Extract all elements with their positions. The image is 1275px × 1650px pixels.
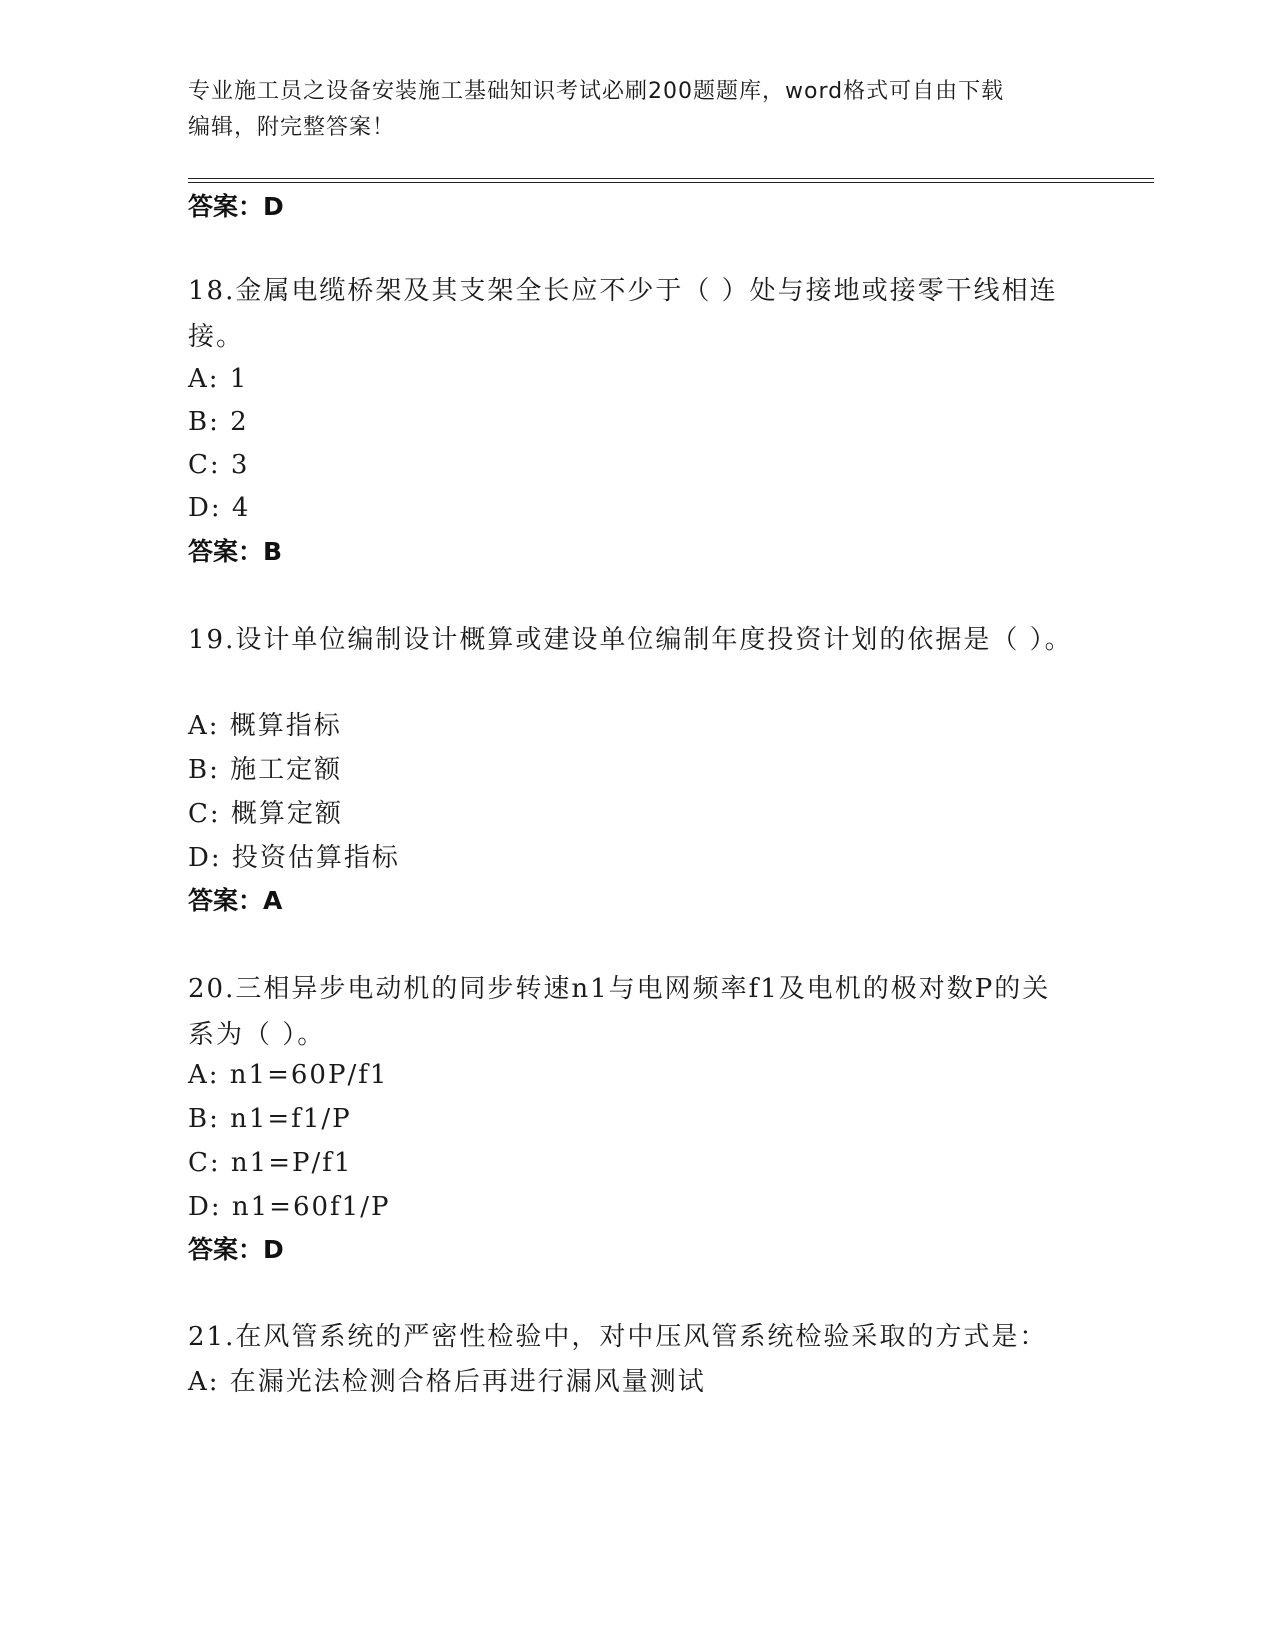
question-18-option-c: C: 3 (188, 450, 250, 480)
question-19-text: 19.设计单位编制设计概算或建设单位编制年度投资计划的依据是（ ）。 (188, 625, 1073, 655)
header-line-1: 专业施工员之设备安装施工基础知识考试必刷200题题库，word格式可自由下载 (188, 79, 1005, 104)
question-20-option-a: A: n1=60P/f1 (188, 1060, 389, 1090)
question-19-option-c: C: 概算定额 (188, 799, 343, 829)
question-18-option-b: B: 2 (188, 407, 249, 437)
header-line-2: 编辑，附完整答案！ (188, 115, 396, 140)
question-20-answer: 答案：D (188, 1235, 284, 1264)
question-19-option-b: B: 施工定额 (188, 755, 343, 785)
question-18-answer: 答案：B (188, 537, 283, 566)
question-18-option-a: A: 1 (188, 364, 249, 394)
question-19-answer: 答案：A (188, 886, 283, 915)
question-19-option-a: A: 概算指标 (188, 711, 342, 741)
question-18-text: 18.金属电缆桥架及其支架全长应不少于（ ）处与接地或接零干线相连接。 (188, 276, 1058, 352)
question-21-option-a: A: 在漏光法检测合格后再进行漏风量测试 (188, 1367, 706, 1397)
question-20-text: 20.三相异步电动机的同步转速n1与电网频率f1及电机的极对数P的关系为（ ）。 (188, 974, 1051, 1050)
question-18-option-d: D: 4 (188, 493, 251, 523)
question-19-option-d: D: 投资估算指标 (188, 843, 400, 873)
question-20-option-c: C: n1=P/f1 (188, 1148, 353, 1178)
question-20-option-d: D: n1=60f1/P (188, 1192, 391, 1222)
question-20-option-b: B: n1=f1/P (188, 1104, 352, 1134)
header-divider (188, 178, 1154, 183)
answer-previous: 答案：D (188, 192, 284, 221)
question-21-text: 21.在风管系统的严密性检验中，对中压风管系统检验采取的方式是： (188, 1322, 1048, 1352)
page-header (188, 74, 1068, 146)
